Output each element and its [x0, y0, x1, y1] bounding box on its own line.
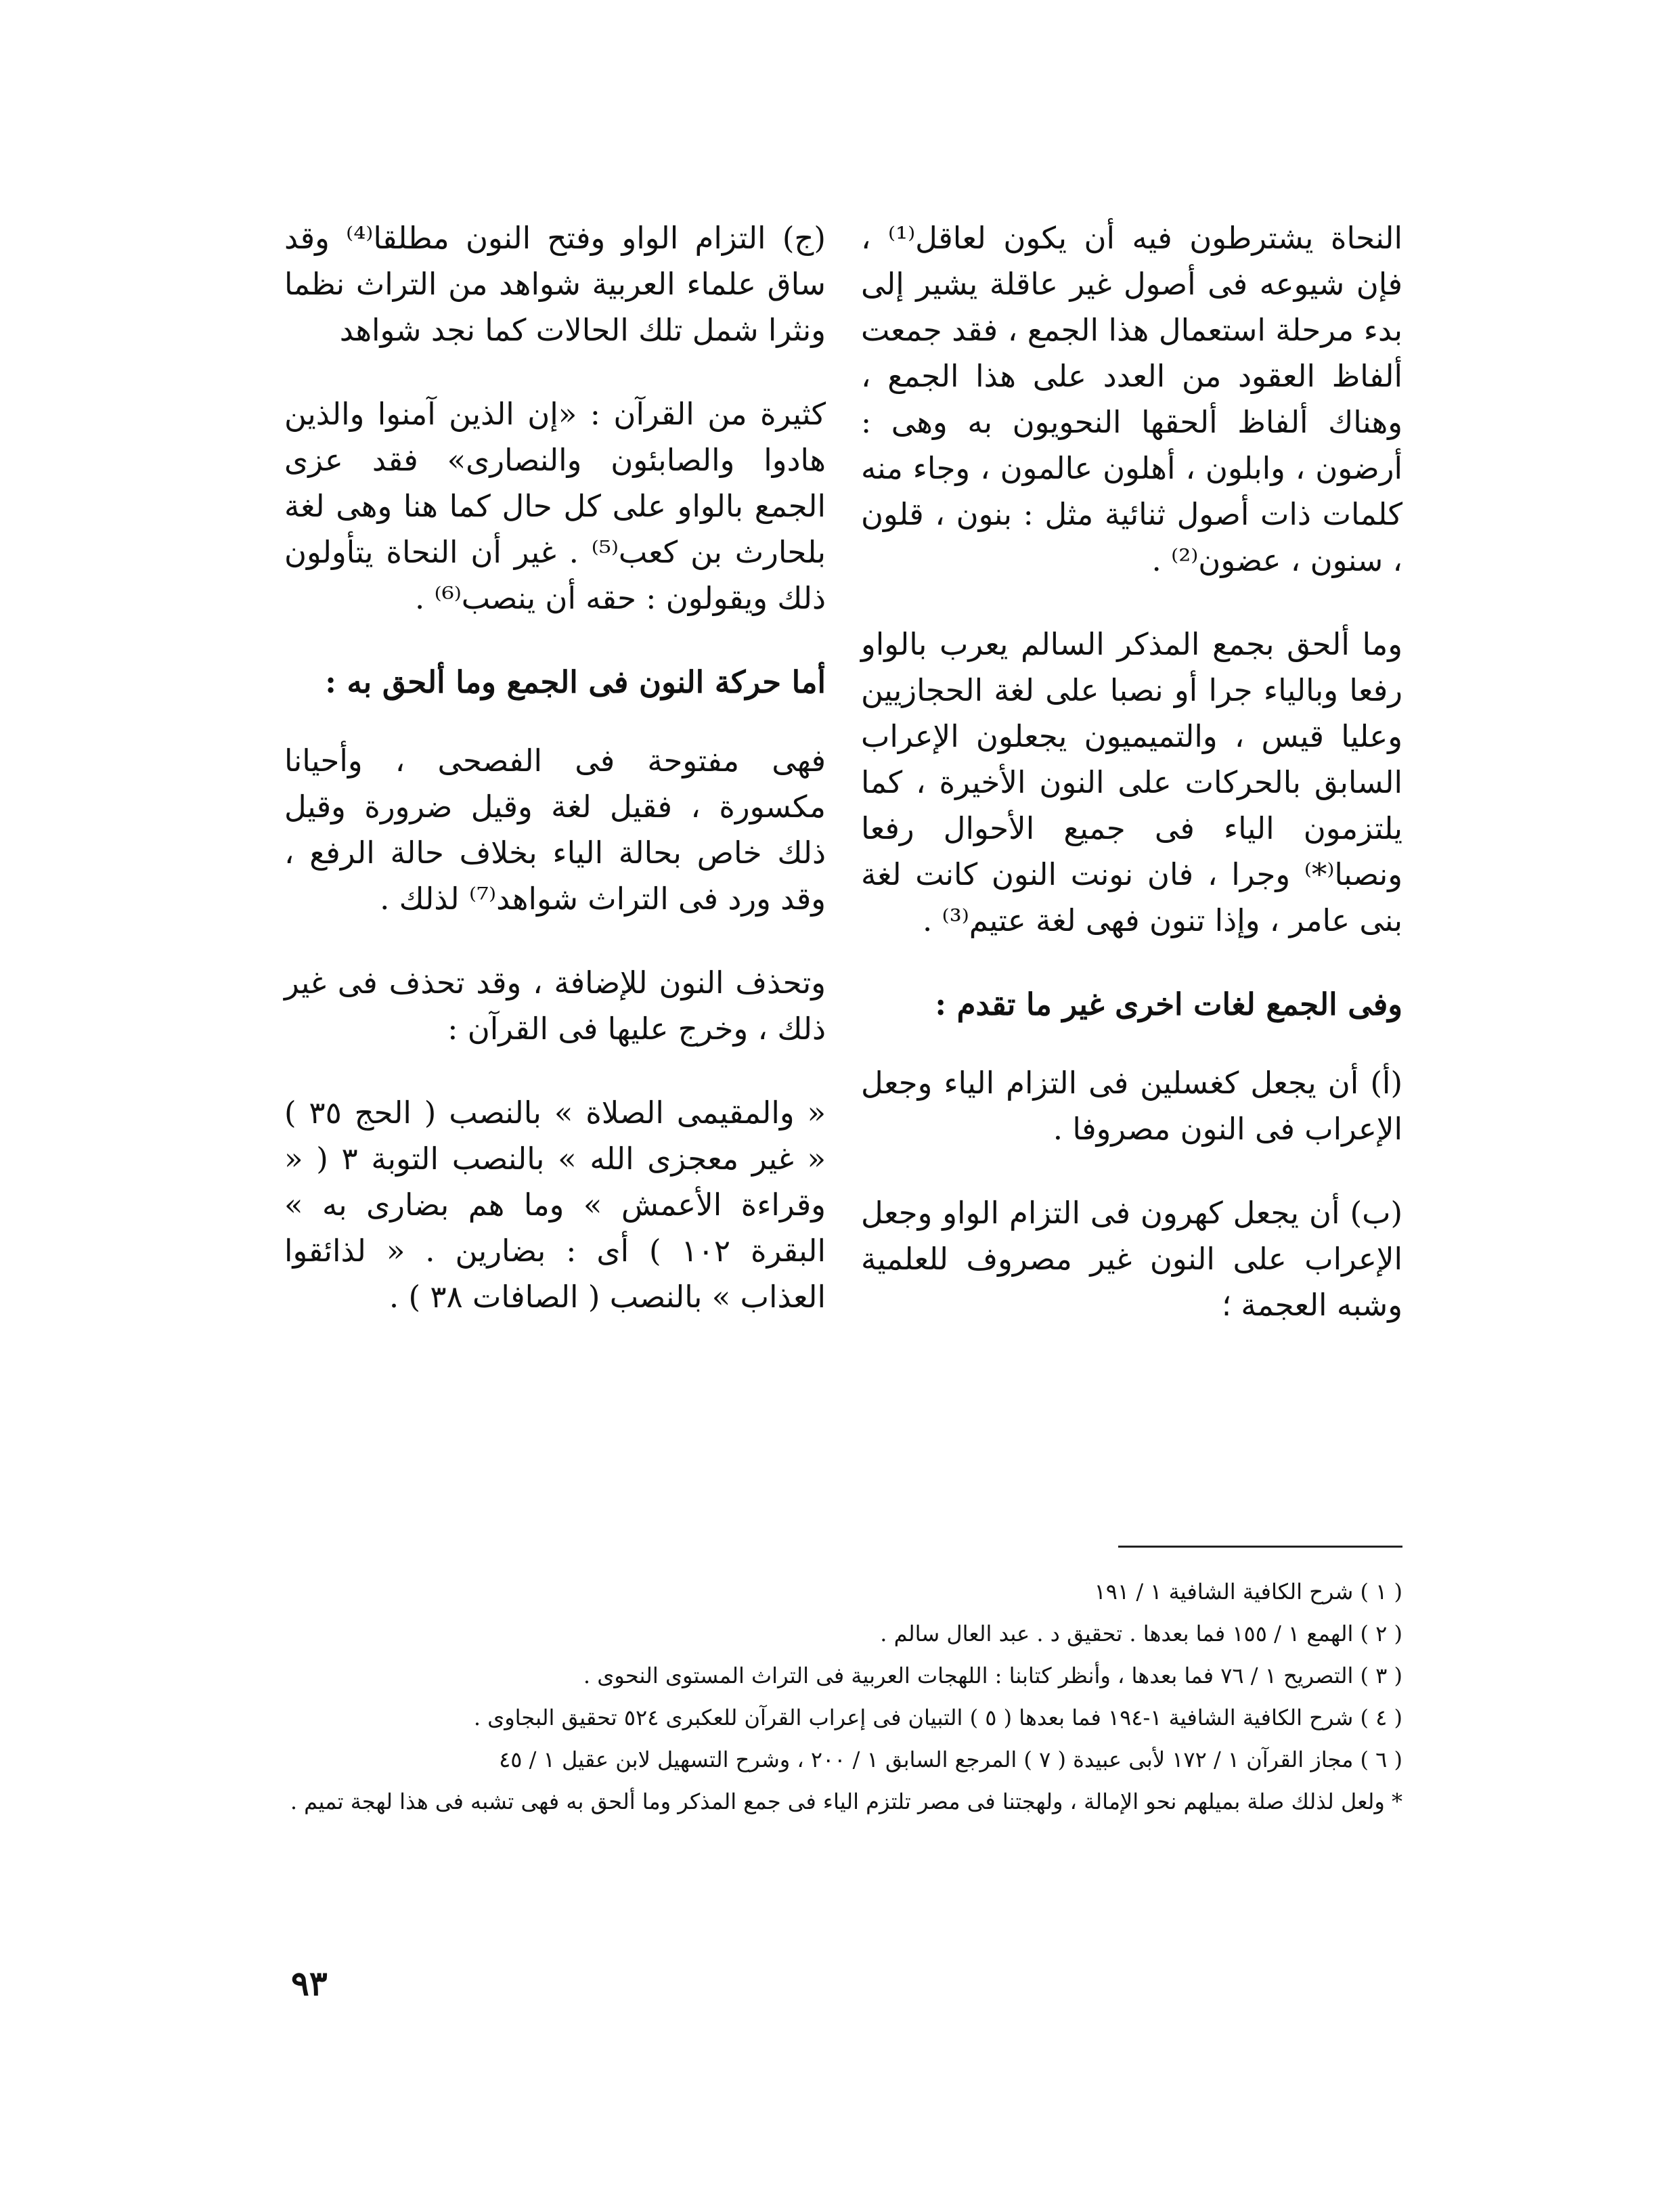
left-paragraph-4: وتحذف النون للإضافة ، وقد تحذف فى غير ذلك ، وخرج عليها فى القرآن :	[284, 965, 826, 1047]
footnote-star: * ولعل لذلك صلة بميلهم نحو الإمالة ، ولهجتنا فى مصر تلتزم الياء فى جمع المذكر وما ألحق به فهى تشبه فى هذا لهجة تميم .	[290, 1789, 1402, 1814]
right-paragraph-4: (ب) أن يجعل كهرون فى التزام الواو وجعل الإعراب على النون غير مصروف للعلمية وشبه العجمة ؛	[861, 1195, 1402, 1323]
right-paragraph-2: وما ألحق بجمع المذكر السالم يعرب بالواو رفعا وبالياء جرا أو نصبا على لغة الحجازيين وعليا قيس ، والتميميون يجعلون الإعراب السابق بالحركات على النون الأخيرة ، كما يلتزمون الياء فى جميع الأحوال رفعا ونصبا⁽*⁾ وجرا ، فان نونت النون كانت لغة بنى عامر ، وإذا تنون فهى لغة عتيم⁽³⁾ .	[861, 626, 1402, 938]
footnote-1: ( ١ ) شرح الكافية الشافية ١ / ١٩١	[1094, 1579, 1402, 1604]
left-paragraph-3: فهى مفتوحة فى الفصحى ، وأحيانا مكسورة ، فقيل لغة وقيل ضرورة وقيل ذلك خاص بحالة الياء بخلاف حالة الرفع ، وقد ورد فى التراث شواهد⁽⁷⁾ لذلك .	[284, 743, 826, 917]
footnote-6-7: ( ٦ ) مجاز القرآن ١ / ١٧٢ لأبى عبيدة ( ٧ ) المرجع السابق ١ / ٢٠٠ ، وشرح التسهيل لابن عقيل ١ / ٤٥	[499, 1747, 1402, 1772]
footnote-2: ( ٢ ) الهمع ١ / ١٥٥ فما بعدها . تحقيق د . عبد العال سالم .	[880, 1621, 1402, 1646]
page-number: ٩٣	[291, 1963, 328, 2003]
footnote-3: ( ٣ ) التصريح ١ / ٧٦ فما بعدها ، وأنظر كتابنا : اللهجات العربية فى التراث المستوى النحوى .	[583, 1663, 1402, 1688]
left-section-heading: أما حركة النون فى الجمع وما ألحق به :	[325, 664, 826, 700]
footnotes	[279, 1571, 1402, 1822]
right-paragraph-3: (أ) أن يجعل كغسلين فى التزام الياء وجعل الإعراب فى النون مصروفا .	[861, 1065, 1402, 1147]
footnote-4-5: ( ٤ ) شرح الكافية الشافية ١-١٩٤ فما بعدها ( ٥ ) التبيان فى إعراب القرآن للعكبرى ٥٢٤ تحقيق البجاوى .	[473, 1705, 1402, 1730]
left-paragraph-1: (ج) التزام الواو وفتح النون مطلقا⁽⁴⁾ وقد ساق علماء العربية شواهد من التراث نظما ونثرا شمل تلك الحالات كما نجد شواهد	[284, 220, 826, 348]
left-column	[284, 215, 826, 1358]
right-section-heading: وفى الجمع لغات اخرى غير ما تقدم :	[935, 986, 1402, 1022]
left-paragraph-2: كثيرة من القرآن : «إن الذين آمنوا والذين هادوا والصابئون والنصارى» فقد عزى الجمع بالواو على كل حال كما هنا وهى لغة بلحارث بن كعب⁽⁵⁾ . غير أن النحاة يتأولون ذلك ويقولون : حقه أن ينصب⁽⁶⁾ .	[284, 396, 826, 616]
right-column	[861, 215, 1402, 1366]
footnote-divider	[1118, 1546, 1402, 1548]
left-paragraph-5: « والمقيمى الصلاة » بالنصب ( الحج ٣٥ ) « غير معجزى الله » بالنصب التوبة ٣ ( « وقراءة الأعمش » وما هم بضارى به » البقرة ١٠٢ ) أى : بضارين . « لذائقوا العذاب » بالنصب ( الصافات ٣٨ ) .	[284, 1095, 826, 1315]
right-paragraph-1: النحاة يشترطون فيه أن يكون لعاقل⁽¹⁾ ، فإن شيوعه فى أصول غير عاقلة يشير إلى بدء مرحلة استعمال هذا الجمع ، فقد جمعت ألفاظ العقود من العدد على هذا الجمع ، وهناك ألفاظ ألحقها النحويون به وهى : أرضون ، وابلون ، أهلون عالمون ، وجاء منه كلمات ذات أصول ثنائية مثل : بنون ، قلون ، سنون ، عضون⁽²⁾ .	[861, 220, 1402, 578]
